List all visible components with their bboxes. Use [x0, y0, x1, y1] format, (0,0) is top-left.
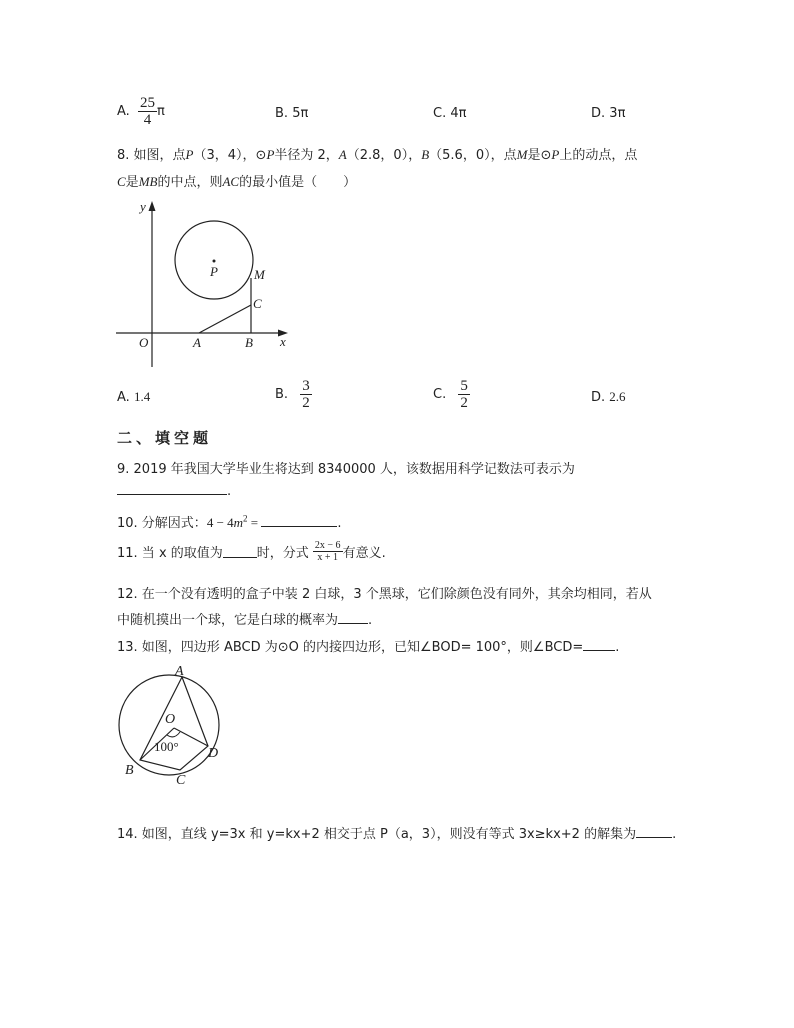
option-value: 3π	[609, 106, 626, 121]
q13-figure	[110, 660, 230, 790]
var: P	[551, 147, 560, 162]
label-y: y	[140, 199, 146, 214]
text: 8. 如图，点	[117, 148, 186, 163]
q8-option-d	[591, 389, 626, 405]
text: 的最小值是（ ）	[239, 175, 357, 190]
answer-blank[interactable]	[223, 545, 257, 558]
var: A	[338, 147, 347, 162]
var: P	[266, 147, 275, 162]
fraction	[313, 540, 343, 563]
option-value: 4π	[450, 106, 467, 121]
option-label: D.	[591, 390, 606, 405]
q9-text: 9. 2019 年我国大学毕业生将达到 8340000 人，该数据用科学记数法可表示为	[117, 462, 575, 477]
label-c: C	[176, 773, 186, 788]
text: 半径为 2，	[274, 148, 339, 163]
var: P	[185, 147, 194, 162]
label-p: P	[210, 264, 218, 279]
q8-line1	[117, 144, 637, 163]
option-label: A.	[117, 104, 130, 119]
text: 上的动点，点	[559, 148, 638, 163]
denominator: 4	[143, 112, 152, 128]
period: .	[368, 613, 373, 628]
label-c: C	[253, 296, 262, 311]
option-label: C.	[433, 106, 447, 121]
q10	[117, 512, 342, 531]
var: C	[117, 174, 126, 189]
q7-option-a	[117, 95, 165, 128]
text: 的中点，则	[157, 175, 223, 190]
numerator: 25	[139, 95, 155, 111]
q8-option-b	[275, 378, 312, 411]
text: 中随机摸出一个球，它是白球的概率为	[117, 613, 339, 628]
text: 是	[125, 175, 139, 190]
text: 14. 如图，直线 y=3x 和 y=kx+2 相交于点 P（a，3），则没有等式 3x≥kx+2 的解集为	[117, 827, 637, 842]
numerator: 2x − 6	[314, 540, 341, 551]
denominator: 2	[460, 395, 468, 411]
equals: =	[247, 515, 262, 530]
text: （3，4），⊙	[193, 148, 267, 163]
option-label: D.	[591, 106, 606, 121]
fraction	[138, 95, 157, 128]
numerator: 5	[460, 378, 468, 394]
section-heading: 二、填空题	[117, 429, 213, 447]
q7-option-d	[591, 106, 625, 121]
denominator: 2	[302, 395, 310, 411]
text: 11. 当 x 的取值为	[117, 546, 223, 561]
text: （2.8，0），	[346, 148, 422, 163]
label-x: x	[280, 334, 286, 349]
q8-option-a	[117, 389, 150, 405]
period: .	[337, 516, 342, 531]
q12-line2	[117, 609, 372, 628]
option-label: B.	[275, 106, 289, 121]
answer-blank[interactable]	[338, 611, 368, 624]
option-label: C.	[433, 387, 447, 402]
text: 时，分式	[256, 546, 309, 561]
q11	[117, 540, 386, 563]
q9-answer	[117, 482, 231, 499]
answer-blank[interactable]	[636, 825, 672, 838]
y-axis-arrow	[149, 201, 156, 211]
label-b: B	[125, 763, 134, 778]
q7-option-b	[275, 106, 308, 121]
q8-figure	[110, 195, 300, 370]
period: .	[615, 640, 620, 655]
q13-text	[117, 636, 619, 655]
period: .	[672, 827, 677, 842]
option-label: A.	[117, 390, 130, 405]
q7-option-c	[433, 106, 466, 121]
q12-line1: 12. 在一个没有透明的盒子中装 2 白球，3 个黑球，它们除颜色没有同外，其余均相同，若从	[117, 587, 652, 602]
option-value: 1.4	[133, 389, 151, 404]
var: B	[421, 147, 430, 162]
label-angle: 100°	[154, 739, 179, 754]
fraction	[300, 378, 312, 411]
label-a: A	[175, 664, 184, 679]
answer-blank[interactable]	[583, 638, 615, 651]
label-a: A	[193, 335, 201, 350]
q14	[117, 823, 676, 842]
var: M	[516, 147, 528, 162]
q8-line2	[117, 171, 356, 190]
answer-blank[interactable]	[117, 482, 227, 495]
exponent: 2	[243, 513, 248, 524]
center-p-dot	[213, 260, 216, 263]
var: MB	[138, 174, 158, 189]
answer-blank[interactable]	[261, 514, 337, 527]
option-label: B.	[275, 387, 289, 402]
option-value: 5π	[292, 106, 309, 121]
text: （5.6，0），点	[429, 148, 517, 163]
segment-od	[174, 728, 208, 746]
label-o: O	[165, 712, 176, 727]
segment-ac	[199, 305, 251, 333]
option-value: 2.6	[609, 389, 626, 404]
label-b: B	[245, 335, 253, 350]
numerator: 3	[302, 378, 310, 394]
q8-option-c	[433, 378, 470, 411]
var: m	[233, 515, 244, 530]
fraction	[458, 378, 470, 411]
label-o: O	[139, 335, 149, 350]
label-d: D	[208, 746, 219, 761]
expression: 4 − 4	[206, 515, 234, 530]
period: .	[227, 484, 232, 499]
text: 是⊙	[527, 148, 552, 163]
text: 10. 分解因式：	[117, 516, 207, 531]
var: AC	[222, 174, 240, 189]
text: 13. 如图，四边形 ABCD 为⊙O 的内接四边形，已知∠BOD= 100°，则∠BCD=	[117, 640, 584, 655]
denominator: x + 1	[317, 552, 339, 563]
pi-symbol: π	[156, 104, 165, 119]
label-m: M	[254, 267, 265, 282]
text: 有意义.	[342, 546, 386, 561]
